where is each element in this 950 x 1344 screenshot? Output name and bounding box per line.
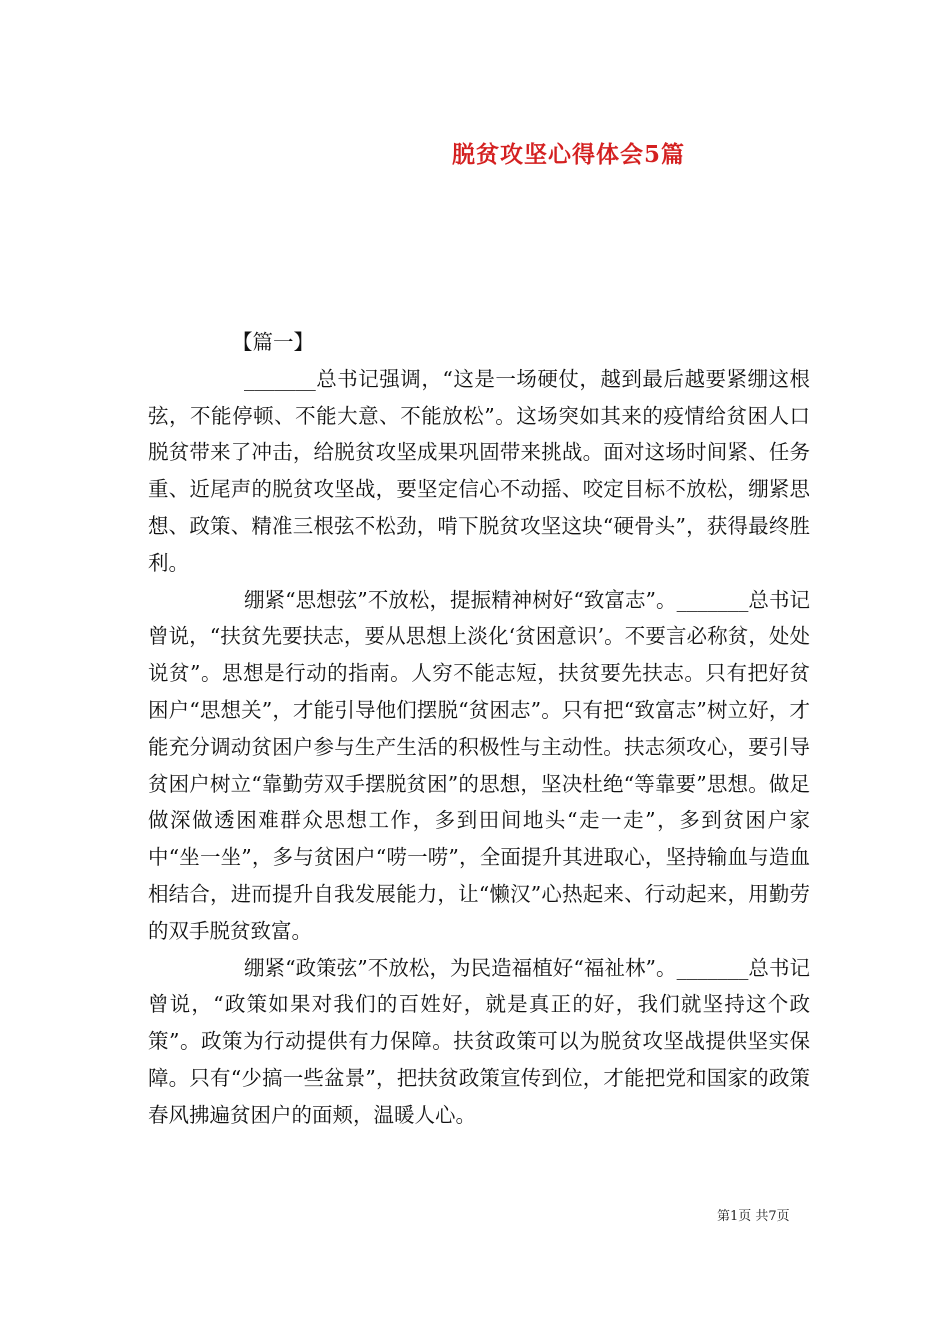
page-footer: 第1页 共7页: [717, 1209, 790, 1224]
paragraph-3: 绷紧“政策弦”不放松，为民造福植好“福祉林”。_______总书记曾说，“政策如果对我们的百姓好，就是真正的好，我们就坚持这个政策”。政策为行动提供有力保障。扶贫政策可以为脱贫攻坚战提供坚实保障。只有“少搞一些盆景”，把扶贫政策宣传到位，才能把党和国家的政策春风拂遍贫困户的面颊，温暖人心。: [148, 955, 810, 1127]
paragraph-2: 绷紧“思想弦”不放松，提振精神树好“致富志”。_______总书记曾说，“扶贫先要扶志，要从思想上淡化‘贫困意识’。不要言必称贫，处处说贫”。思想是行动的指南。人穷不能志短，扶贫要先扶志。只有把好贫困户“思想关”，才能引导他们摆脱“贫困志”。只有把“致富志”树立好，才能充分调动贫困户参与生产生活的积极性与主动性。扶志须攻心，要引导贫困户树立“靠勤劳双手摆脱贫困”的思想，坚决杜绝“等靠要”思想。做足做深做透困难群众思想工作，多到田间地头“走一走”，多到贫困户家中“坐一坐”，多与贫困户“唠一唠”，全面提升其进取心，坚持输血与造血相结合，进而提升自我发展能力，让“懒汉”心热起来、行动起来，用勤劳的双手脱贫致富。: [148, 587, 810, 943]
document-title: 脱贫攻坚心得体会5篇: [452, 141, 686, 168]
section-label: 【篇一】: [232, 330, 314, 354]
paragraph-1: _______总书记强调，“这是一场硬仗，越到最后越要紧绷这根弦，不能停顿、不能大意、不能放松”。这场突如其来的疫情给贫困人口脱贫带来了冲击，给脱贫攻坚成果巩固带来挑战。面对这场时间紧、任务重、近尾声的脱贫攻坚战，要坚定信心不动摇、咬定目标不放松，绷紧思想、政策、精准三根弦不松劲，啃下脱贫攻坚这块“硬骨头”，获得最终胜利。: [148, 366, 810, 575]
document-body: [148, 324, 810, 1134]
